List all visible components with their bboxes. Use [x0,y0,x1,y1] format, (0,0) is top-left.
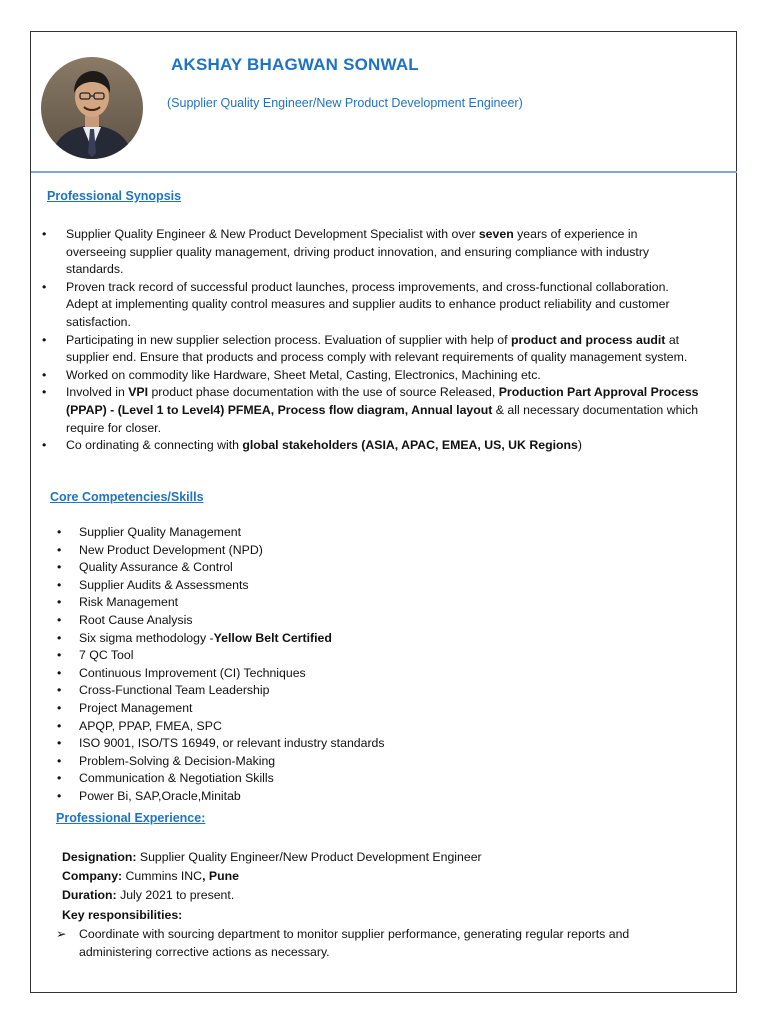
bullet-dot-icon: • [57,665,62,680]
designation-line [62,849,482,866]
responsibilities-list [56,926,676,961]
candidate-title: (Supplier Quality Engineer/New Product Development Engineer) [167,96,523,110]
responsibilities-line [62,907,182,924]
text: Co ordinating & connecting with [66,438,243,453]
text: years of experience in overseeing supplier quality management, driving product innovation, and ensuring compliance with industry standards. [66,227,650,277]
text: Six sigma methodology - [79,630,214,645]
skill-item [55,612,455,630]
skill-item [55,559,455,577]
synopsis-item [40,226,700,279]
arrow-bullet-icon: ➢ [56,927,67,941]
bullet-dot-icon: • [57,630,62,645]
bullet-dot-icon: • [42,227,47,241]
text: Risk Management [79,595,179,610]
bullet-dot-icon: • [42,367,47,382]
text: at supplier end. Ensure that products and process comply with relevant requirements of quality management system. [66,332,688,365]
header-divider [31,171,737,173]
synopsis-item [40,279,700,332]
bold-text: seven [478,227,514,241]
text: Proven track record of successful product launches, process improvements, and cross-functional collaboration. Adept at implementing quality control measures and supplier audits to enhance product reliability and customer satisfaction. [66,279,670,329]
bold-text: Yellow Belt Certified [213,630,332,645]
skill-item [55,630,455,648]
designation-value: Supplier Quality Engineer/New Product Development Engineer [136,850,482,864]
bullet-dot-icon: • [57,718,62,733]
text: Involved in [66,385,129,400]
text: Problem-Solving & Decision-Making [79,753,276,768]
skills-list [55,524,455,806]
bullet-dot-icon: • [57,595,62,610]
text: ISO 9001, ISO/TS 16949, or relevant industry standards [79,736,385,751]
bullet-dot-icon: • [57,683,62,698]
skill-item [55,682,455,700]
text: product phase documentation with the use of source Released, [148,385,499,400]
bold-text: VPI [128,385,149,400]
bullet-dot-icon: • [57,612,62,627]
bold-text: global stakeholders (ASIA, APAC, EMEA, US, UK Regions [242,438,578,453]
text: Supplier Audits & Assessments [79,577,249,592]
text: Participating in new supplier selection process. Evaluation of supplier with help of [66,332,511,347]
responsibility-item [56,926,676,961]
bullet-dot-icon: • [57,560,62,575]
bullet-dot-icon: • [57,577,62,592]
skill-item [55,753,455,771]
company-label: Company: [62,869,123,883]
text: Coordinate with sourcing department to monitor supplier performance, generating regular reports and administering corrective actions as necessary. [79,927,630,959]
skill-item [55,700,455,718]
synopsis-item [40,384,700,437]
bullet-dot-icon: • [57,753,62,768]
text: Communication & Negotiation Skills [79,771,274,786]
skill-item [55,542,455,560]
skill-item [55,718,455,736]
synopsis-heading: Professional Synopsis [47,189,182,203]
synopsis-item [40,437,700,455]
skill-item [55,647,455,665]
skill-item [55,788,455,806]
text: & all necessary documentation which require for closer. [66,402,699,435]
text: ) [577,438,582,453]
text: Supplier Quality Management [79,525,241,539]
text: Quality Assurance & Control [79,560,233,575]
bullet-dot-icon: • [57,788,62,803]
text: Root Cause Analysis [79,612,193,627]
skill-item [55,577,455,595]
skill-item [55,594,455,612]
bullet-dot-icon: • [57,648,62,663]
synopsis-list [40,226,700,455]
bullet-dot-icon: • [57,525,62,539]
text: Worked on commodity like Hardware, Sheet Metal, Casting, Electronics, Machining etc. [66,367,541,382]
skill-item [55,735,455,753]
bullet-dot-icon: • [57,736,62,751]
bold-text: product and process audit [510,332,666,347]
skill-item [55,524,455,542]
bullet-dot-icon: • [42,385,47,400]
company-value: Cummins INC [122,869,203,883]
text: Project Management [79,700,193,715]
bullet-dot-icon: • [42,438,47,453]
duration-value: July 2021 to present. [116,888,235,902]
bullet-dot-icon: • [57,771,62,786]
bullet-dot-icon: • [57,542,62,557]
text: New Product Development (NPD) [79,542,263,557]
synopsis-item [40,332,700,367]
candidate-name: AKSHAY BHAGWAN SONWAL [171,55,419,74]
skills-heading: Core Competencies/Skills [50,490,204,504]
experience-heading: Professional Experience: [56,811,206,825]
synopsis-item [40,367,700,385]
duration-label: Duration: [62,888,117,902]
text: Power Bi, SAP,Oracle,Minitab [79,788,241,803]
skill-item [55,770,455,788]
text: Cross-Functional Team Leadership [79,683,270,698]
responsibilities-label: Key responsibilities: [62,908,183,922]
bullet-dot-icon: • [42,279,47,294]
text: APQP, PPAP, FMEA, SPC [79,718,222,733]
text: Supplier Quality Engineer & New Product Development Specialist with over [66,227,479,241]
duration-line [62,887,234,904]
bold-text: Production Part Approval Process (PPAP) - (Level 1 to Level4) PFMEA, Process flow diagram, Annual layout [66,385,699,417]
bullet-dot-icon: • [42,332,47,347]
company-line [62,868,239,885]
text: Continuous Improvement (CI) Techniques [79,665,306,680]
profile-photo [41,57,143,159]
company-city: , Pune [202,869,239,883]
designation-label: Designation: [62,850,137,864]
bullet-dot-icon: • [57,700,62,715]
text: 7 QC Tool [79,648,134,663]
skill-item [55,665,455,683]
